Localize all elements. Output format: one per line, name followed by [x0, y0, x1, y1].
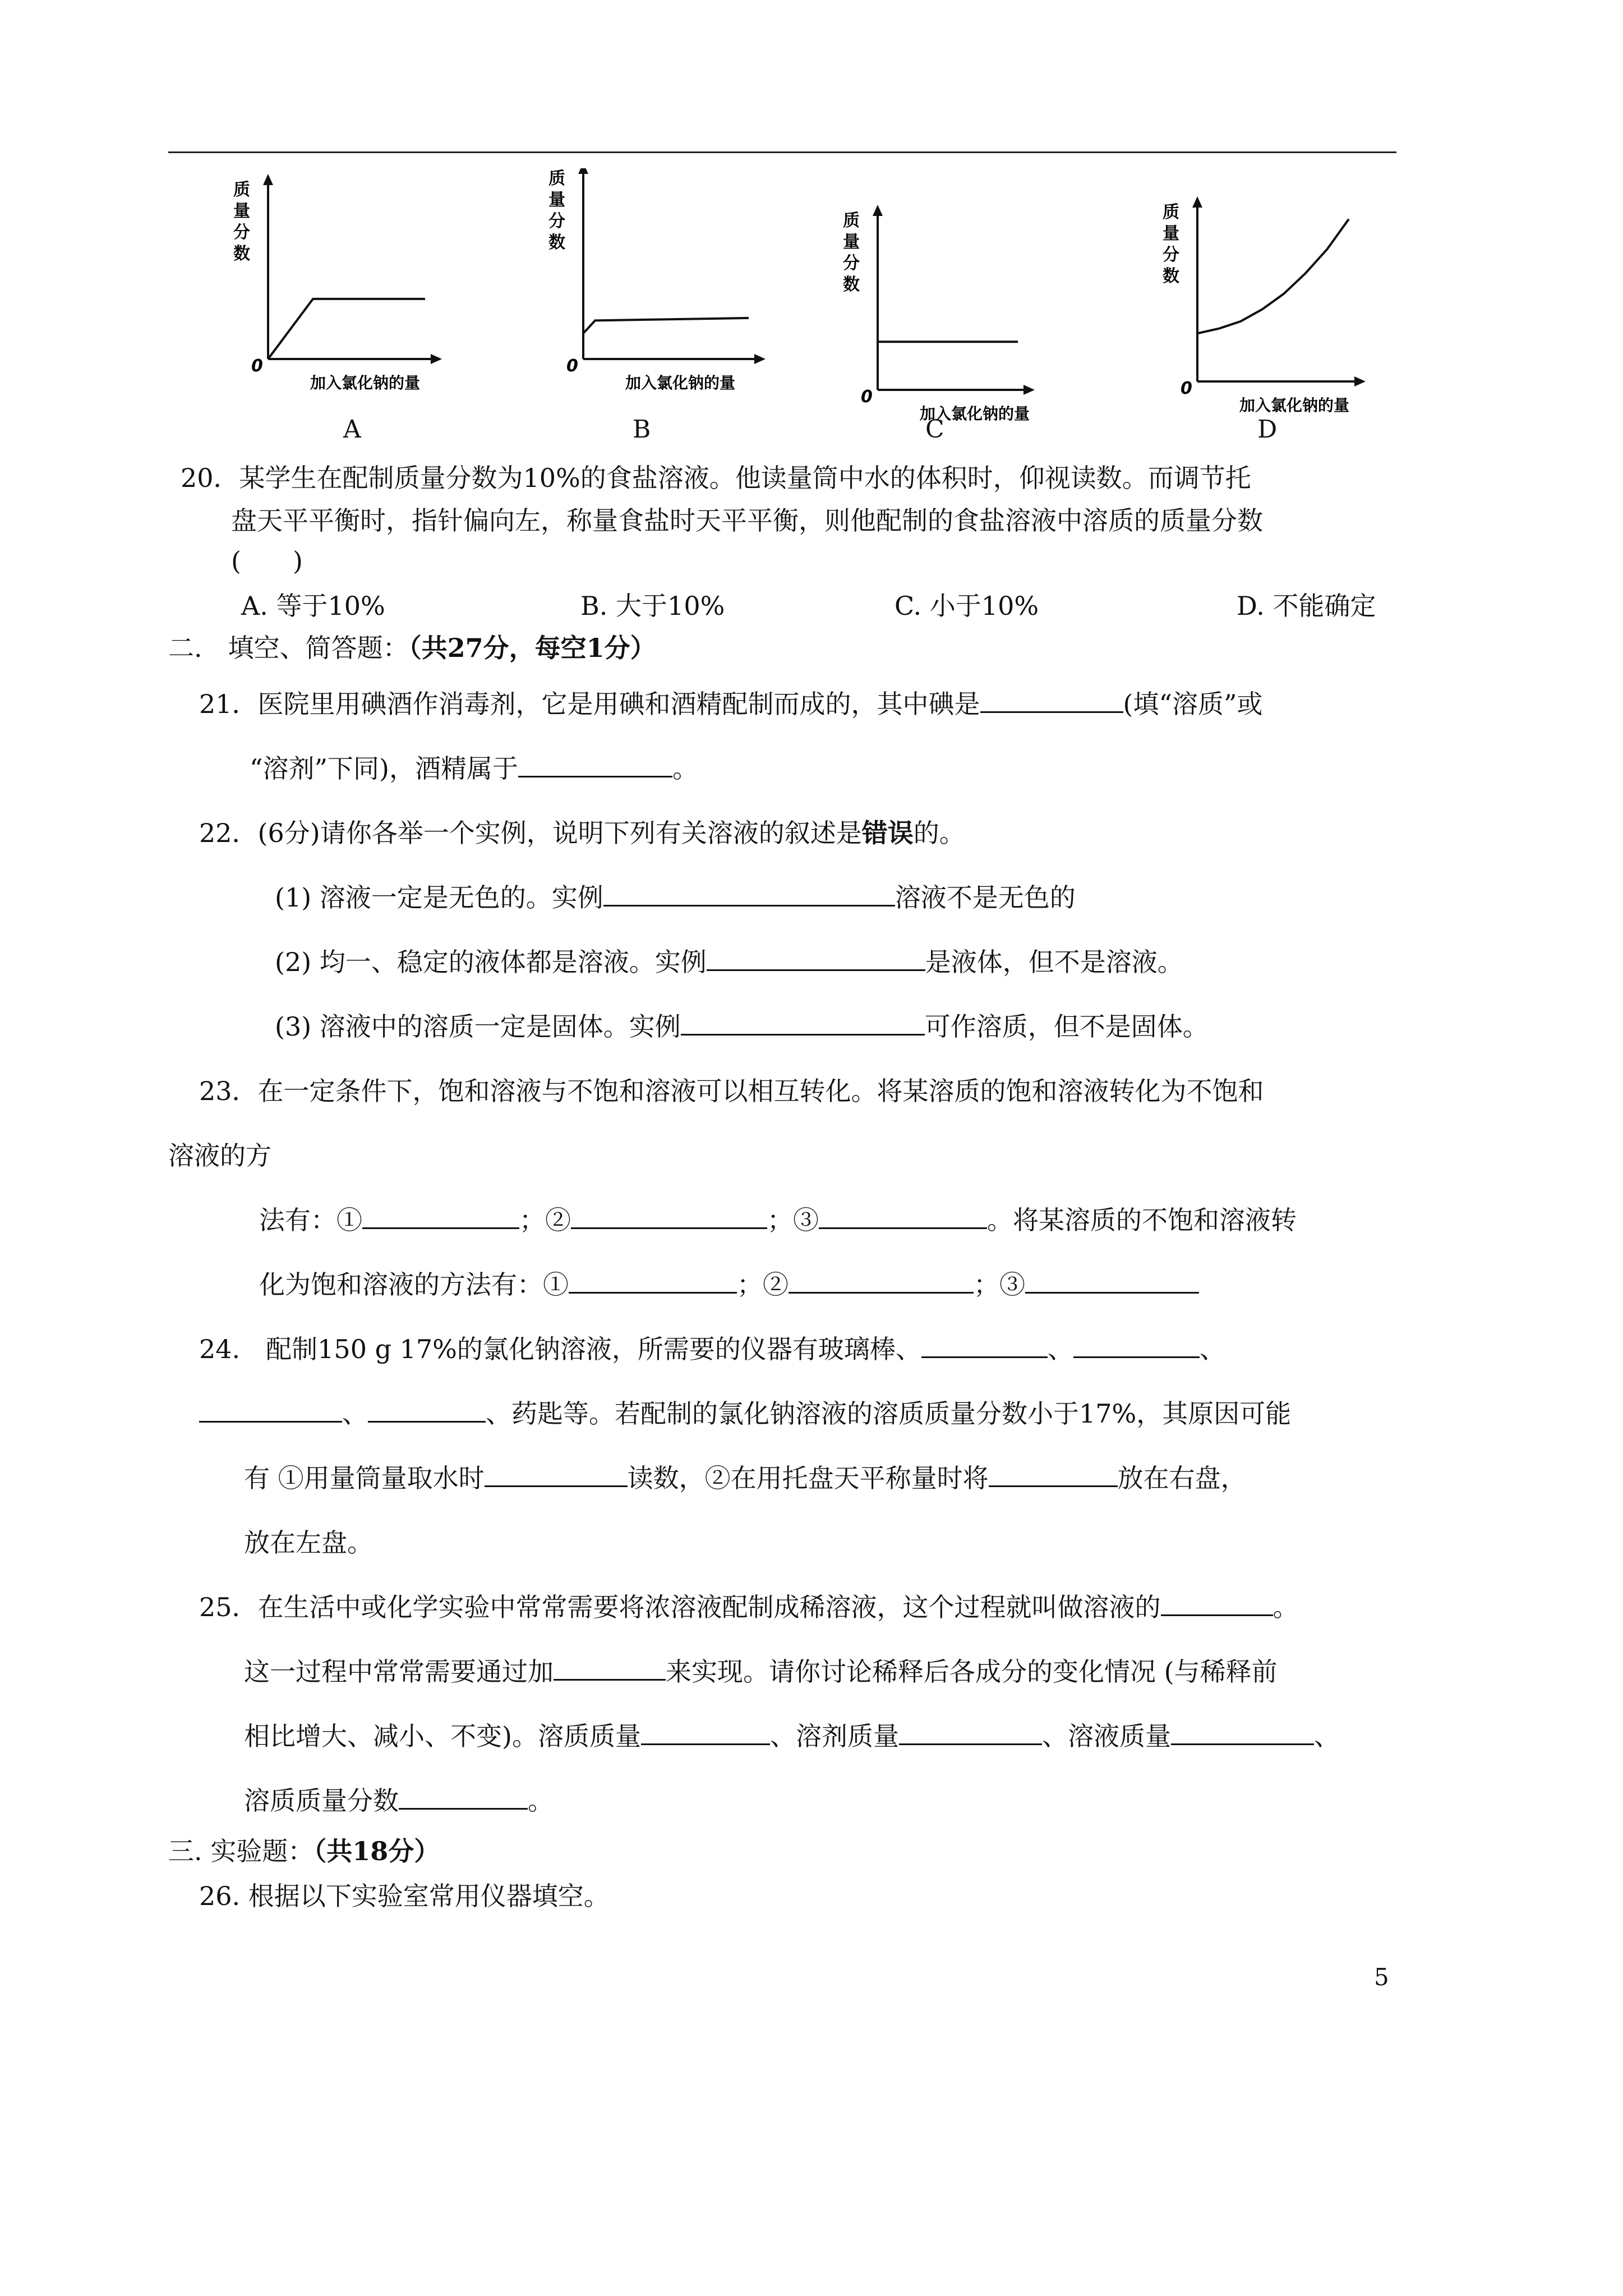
graph-d [1163, 196, 1366, 415]
page-number: 5 [1374, 1963, 1389, 1991]
graph-b [548, 168, 766, 392]
q25-line3: 相比增大、减小、不变)。溶质质量 、溶剂质量 、溶液质量 、 [244, 1721, 1340, 1751]
q24-line3: 有 ①用量筒量取水时 读数，②在用托盘天平称量时将 放在右盘， [244, 1463, 1247, 1493]
q22-item2: (2) 均一、稳定的液体都是溶液。实例 是液体，但不是溶液。 [275, 947, 1183, 977]
y-axis-label-char: 分 [233, 223, 250, 242]
q20-option-a: A. 等于10% [241, 591, 385, 621]
y-axis-arrow [263, 174, 273, 185]
q21-line1: 21．医院里用碘酒作消毒剂，它是用碘和酒精配制而成的，其中碘是 (填“溶质”或 [199, 689, 1263, 719]
header-rule [168, 151, 1396, 153]
x-axis-arrow [431, 354, 442, 364]
q24-line1: 24. 配制150 g 17%的氯化钠溶液，所需要的仪器有玻璃棒、 、 、 [199, 1334, 1225, 1364]
y-axis-label-char: 量 [843, 232, 860, 252]
q20-line2: 盘天平平衡时，指针偏向左，称量食盐时天平平衡，则他配制的食盐溶液中溶质的质量分数 [231, 505, 1263, 536]
y-axis-label-char: 量 [548, 190, 565, 210]
origin-label: 0 [1181, 379, 1192, 398]
q22-item3: (3) 溶液中的溶质一定是固体。实例 可作溶质，但不是固体。 [275, 1011, 1209, 1042]
section-3-title: 三. 实验题：（共18分） [168, 1836, 440, 1866]
option-label-c: C [925, 415, 944, 444]
graph-a [233, 174, 442, 392]
y-axis-arrow [578, 168, 588, 174]
series-line [268, 299, 425, 359]
option-label-b: B [633, 415, 651, 444]
y-axis-label-char: 质 [548, 169, 565, 188]
q20-paren: ( ) [231, 546, 303, 576]
q24-line2: 、 、药匙等。若配制的氯化钠溶液的溶质质量分数小于17%，其原因可能 [199, 1397, 1291, 1430]
q25-line1: 25．在生活中或化学实验中常常需要将浓溶液配制成稀溶液，这个过程就叫做溶液的 。 [199, 1592, 1299, 1622]
q22-item1: (1) 溶液一定是无色的。实例 溶液不是无色的 [275, 882, 1076, 913]
section-2-title: 二. 填空、简答题：（共27分，每空1分） [168, 633, 656, 663]
series-line [1197, 219, 1349, 334]
x-axis-label: 加入氯化钠的量 [1239, 396, 1350, 415]
q20-line1: 20．某学生在配制质量分数为10%的食盐溶液。他读量筒中水的体积时，仰视读数。而调节托 [181, 463, 1251, 493]
option-label-d: D [1257, 415, 1278, 444]
y-axis-label-char: 分 [1163, 245, 1179, 265]
y-axis-label-char: 质 [1163, 203, 1179, 222]
y-axis-label-char: 数 [1163, 266, 1179, 286]
series-line [583, 318, 749, 333]
q23-line4: 化为饱和溶液的方法有：① ；② ；③ [259, 1268, 1199, 1301]
q23-line3: 法有：① ；② ；③ 。将某溶质的不饱和溶液转 [259, 1205, 1297, 1235]
origin-label: 0 [251, 356, 263, 376]
q23-line2: 溶液的方 [168, 1140, 271, 1171]
q25-line2: 这一过程中常常需要通过加 来实现。请你讨论稀释后各成分的变化情况 (与稀释前 [244, 1657, 1278, 1687]
y-axis-label-char: 分 [843, 254, 860, 273]
y-axis-arrow [1192, 196, 1202, 208]
x-axis-arrow [1023, 385, 1035, 395]
q23-line1: 23．在一定条件下，饱和溶液与不饱和溶液可以相互转化。将某溶质的饱和溶液转化为不饱和 [199, 1076, 1264, 1106]
q25-line4: 溶质质量分数 。 [244, 1786, 554, 1816]
y-axis-label-char: 分 [548, 211, 565, 231]
y-axis-label-char: 数 [548, 233, 565, 252]
q22-line1: 22．(6分)请你各举一个实例，说明下列有关溶液的叙述是错误的。 [199, 818, 965, 848]
q26-line1: 26. 根据以下实验室常用仪器填空。 [199, 1881, 610, 1911]
y-axis-label-char: 数 [843, 275, 860, 295]
y-axis-arrow [873, 205, 883, 216]
graph-c [843, 205, 1035, 423]
origin-label: 0 [861, 387, 873, 407]
y-axis-label-char: 质 [233, 180, 250, 200]
y-axis-label-char: 量 [233, 201, 250, 221]
q21-line2: “溶剂”下同)，酒精属于 。 [250, 753, 698, 784]
option-label-a: A [343, 415, 361, 444]
y-axis-label-char: 量 [1163, 224, 1179, 243]
x-axis-arrow [1354, 376, 1366, 386]
y-axis-label-char: 质 [843, 211, 860, 231]
q20-option-d: D. 不能确定 [1237, 591, 1376, 621]
x-axis-arrow [754, 354, 766, 364]
y-axis-label-char: 数 [233, 244, 250, 264]
q20-option-c: C. 小于10% [895, 591, 1039, 621]
origin-label: 0 [566, 356, 578, 376]
x-axis-label: 加入氯化钠的量 [625, 374, 736, 392]
q20-option-b: B. 大于10% [580, 591, 725, 621]
q24-line4: 放在左盘。 [244, 1527, 373, 1558]
x-axis-label: 加入氯化钠的量 [920, 404, 1030, 423]
x-axis-label: 加入氯化钠的量 [310, 374, 421, 392]
